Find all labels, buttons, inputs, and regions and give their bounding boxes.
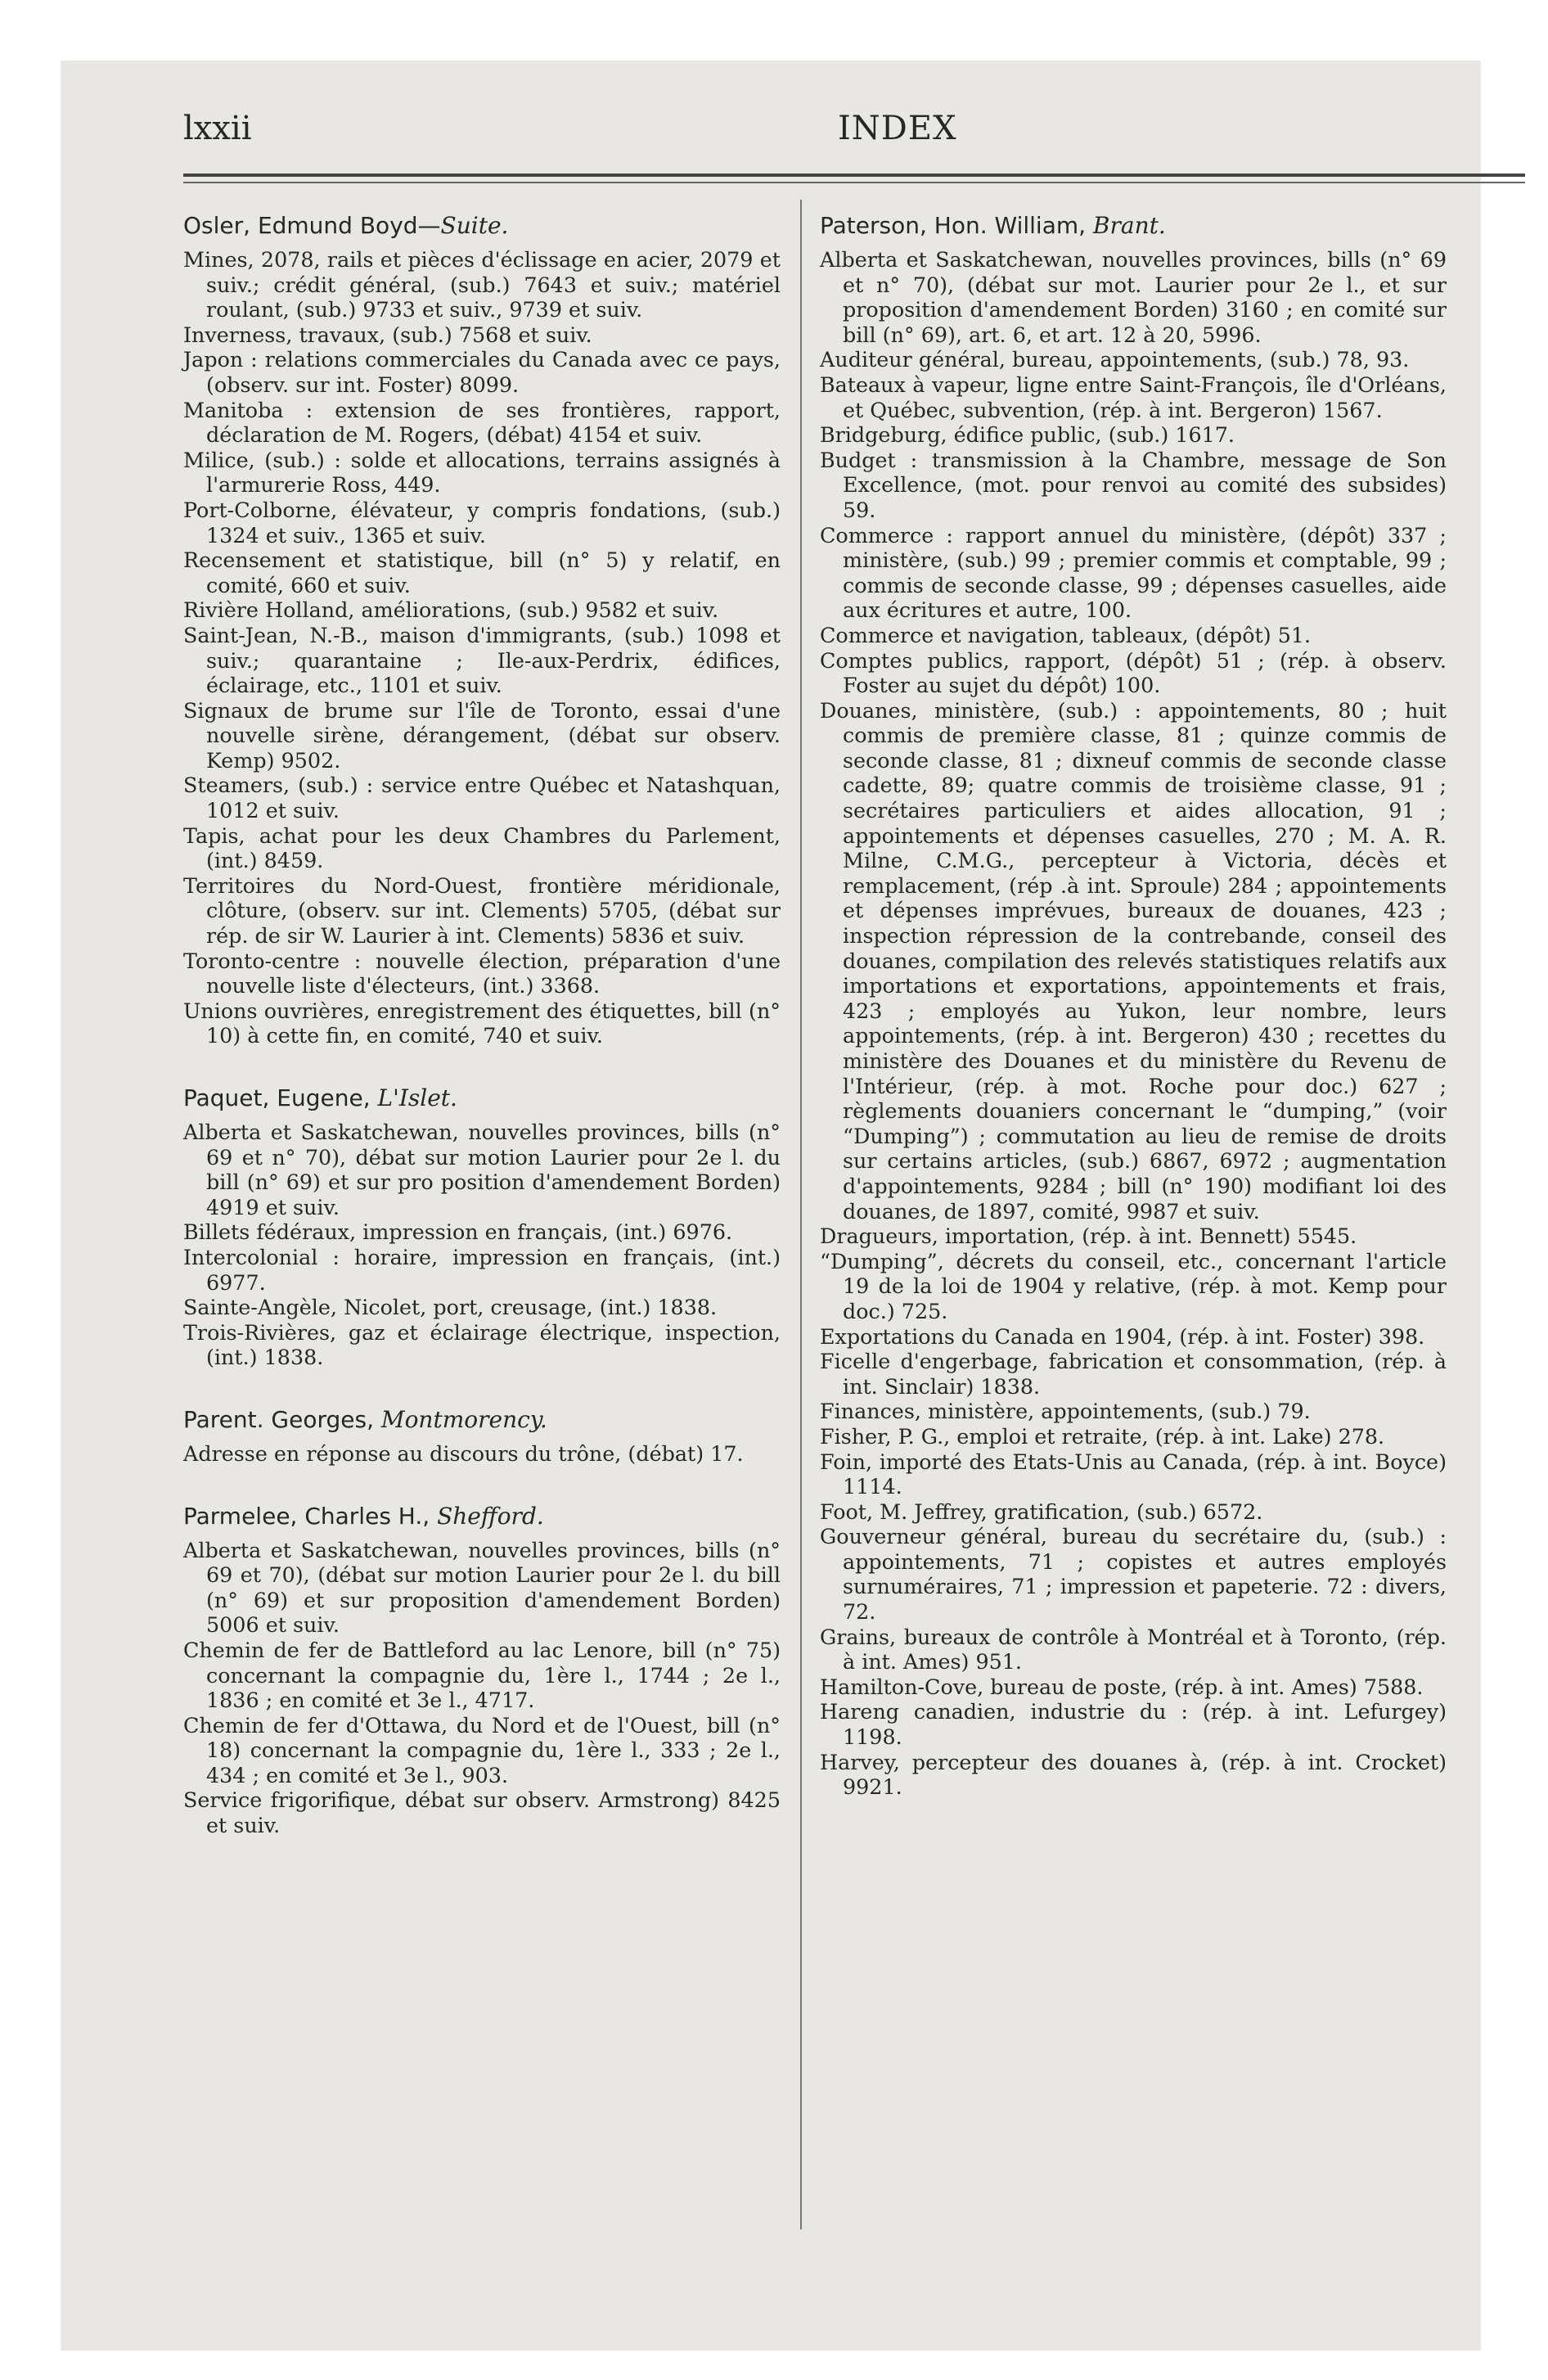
index-entry: Rivière Holland, améliorations, (sub.) 9582 et suiv. [183,597,719,623]
header-rule [183,174,1525,177]
index-entry: Territoires du Nord-Ouest, frontière méridionale, clôture, (observ. sur int. Clements) 5705, (débat sur rép. de sir W. Laurier à int. Clements) 5836 et suiv. [183,872,781,949]
index-person [183,1084,781,1370]
person-heading [183,1084,781,1111]
index-entry: Bridgeburg, édifice public, (sub.) 1617. [820,422,1235,448]
person-heading [820,212,1447,239]
index-entry: Hamilton-Cove, bureau de poste, (rép. à int. Ames) 7588. [820,1674,1424,1699]
person-riding: Suite. [440,212,509,239]
index-entry: Steamers, (sub.) : service entre Québec et Natashquan, 1012 et suiv. [183,773,781,823]
person-heading [183,1406,781,1433]
index-entry: Signaux de brume sur l'île de Toronto, essai d'une nouvelle sirène, dérangement, (débat sur observ. Kemp) 9502. [183,697,781,773]
index-entry: Commerce : rapport annuel du ministère, (dépôt) 337 ; ministère, (sub.) 99 ; premier commis et comptable, 99 ; commis de seconde classe, 99 ; dépenses casuelles, aide aux écritures et autre, 100. [820,522,1447,623]
index-entry: Budget : transmission à la Chambre, message de Son Excellence, (mot. pour renvoi au comité des subsides) 59. [820,447,1447,522]
page-title: INDEX [838,110,957,147]
person-riding: Montmorency. [380,1405,547,1433]
index-person [183,1503,781,1838]
page-header [183,110,1525,159]
index-entry: Toronto-centre : nouvelle élection, préparation d'une nouvelle liste d'électeurs, (int.) 3368. [183,948,781,998]
index-entry: Commerce et navigation, tableaux, (dépôt) 51. [820,622,1312,647]
index-entry: Chemin de fer de Battleford au lac Lenore, bill (n° 75) concernant la compagnie du, 1ère l., 1744 ; 2e l., 1836 ; en comité et 3e l., 4717. [183,1637,781,1713]
index-entry: Auditeur général, bureau, appointements, (sub.) 78, 93. [820,347,1410,372]
right-column [820,212,1447,1836]
index-entry: Ficelle d'engerbage, fabrication et consommation, (rép. à int. Sinclair) 1838. [820,1349,1447,1399]
index-entry: Douanes, ministère, (sub.) : appointements, 80 ; huit commis de première classe, 81 ; quinze commis de seconde classe, 81 ; dixneuf commis de seconde classe cadette, 89; quatre commis de troisième classe, 91 ; secrétaires particuliers et aides allocation, 91 ; appointements et dépenses casuelles, 270 ; M. A. R. Milne, C.M.G., percepteur à Victoria, décès et remplacement, (rép .à int. Sproule) 284 ; appointements et dépenses imprévues, bureaux de douanes, 423 ; inspection répression de la contrebande, conseil des douanes, compilation des relevés statistiques relatifs aux importations et exportations, appointements et frais, 423 ; employés au Yukon, leur nombre, leurs appointements, (rép. à int. Bergeron) 430 ; recettes du ministère des Douanes et du ministère du Revenu de l'Intérieur, (rép. à mot. Roche pour doc.) 627 ; règlements douaniers concernant le “dumping,” (voir “Dumping”) ; commutation au lieu de remise de droits sur certains articles, (sub.) 6867, 6972 ; augmentation d'appointements, 9284 ; bill (n° 190) modifiant loi des douanes, de 1897, comité, 9987 et suiv. [820,697,1447,1224]
index-entry: Harvey, percepteur des douanes à, (rép. à int. Crocket) 9921. [820,1749,1447,1800]
index-entry: Foot, M. Jeffrey, gratification, (sub.) 6572. [820,1499,1263,1524]
index-entry: Chemin de fer d'Ottawa, du Nord et de l'Ouest, bill (n° 18) concernant la compagnie du, 1ère l., 333 ; 2e l., 434 ; en comité et 3e l., 903. [183,1712,781,1787]
index-page [61,61,1481,2351]
person-name: Paquet, Eugene, [183,1084,378,1111]
index-entry: Tapis, achat pour les deux Chambres du Parlement, (int.) 8459. [183,823,781,873]
index-entry: Intercolonial : horaire, impression en français, (int.) 6977. [183,1244,781,1295]
index-person [183,1406,781,1467]
person-heading [183,212,781,239]
person-riding: Brant. [1092,212,1166,239]
index-entry: Milice, (sub.) : solde et allocations, terrains assignés à l'armurerie Ross, 449. [183,447,781,498]
index-entry: Unions ouvrières, enregistrement des étiquettes, bill (n° 10) à cette fin, en comité, 740 et suiv. [183,998,781,1048]
index-person [820,212,1447,1800]
index-entry: Japon : relations commerciales du Canada avec ce pays, (observ. sur int. Foster) 8099. [183,347,781,397]
index-entry: Port-Colborne, élévateur, y compris fondations, (sub.) 1324 et suiv., 1365 et suiv. [183,497,781,548]
index-entry: Service frigorifique, débat sur observ. Armstrong) 8425 et suiv. [183,1787,781,1838]
index-entry: Recensement et statistique, bill (n° 5) y relatif, en comité, 660 et suiv. [183,548,781,597]
index-entry: Adresse en réponse au discours du trône, (débat) 17. [183,1440,744,1466]
index-entry: “Dumping”, décrets du conseil, etc., concernant l'article 19 de la loi de 1904 y relative, (rép. à mot. Kemp pour doc.) 725. [820,1248,1447,1323]
person-name: Osler, Edmund Boyd— [183,212,441,239]
index-entry: Billets fédéraux, impression en français, (int.) 6976. [183,1219,733,1245]
header-rule-thin [183,182,1525,183]
page-number: lxxii [183,110,252,147]
person-riding: L'Islet. [377,1084,457,1111]
index-entry: Comptes publics, rapport, (dépôt) 51 ; (rép. à observ. Foster au sujet du dépôt) 100. [820,647,1447,698]
index-entry: Grains, bureaux de contrôle à Montréal et à Toronto, (rép. à int. Ames) 951. [820,1624,1447,1675]
left-column [183,212,781,1874]
index-entry: Sainte-Angèle, Nicolet, port, creusage, (int.) 1838. [183,1295,718,1320]
index-entry: Saint-Jean, N.-B., maison d'immigrants, (sub.) 1098 et suiv.; quarantaine ; Ile-aux-Perdrix, édifices, éclairage, etc., 1101 et suiv. [183,622,781,698]
index-person [183,212,781,1048]
index-entry: Manitoba : extension de ses frontières, rapport, déclaration de M. Rogers, (débat) 4154 et suiv. [183,397,781,448]
index-entry: Mines, 2078, rails et pièces d'éclissage en acier, 2079 et suiv.; crédit général, (sub.) 7643 et suiv.; matériel roulant, (sub.) 9733 et suiv., 9739 et suiv. [183,247,781,322]
index-entry: Gouverneur général, bureau du secrétaire du, (sub.) : appointements, 71 ; copistes et autres employés surnuméraires, 71 ; impression et papeterie. 72 : divers, 72. [820,1524,1447,1625]
person-name: Parent. Georges, [183,1405,381,1433]
column-divider [800,200,802,2229]
index-entry: Trois-Rivières, gaz et éclairage électrique, inspection, (int.) 1838. [183,1319,781,1370]
index-entry: Foin, importé des Etats-Unis au Canada, (rép. à int. Boyce) 1114. [820,1449,1447,1499]
index-entry: Exportations du Canada en 1904, (rép. à int. Foster) 398. [820,1323,1425,1349]
index-entry: Finances, ministère, appointements, (sub.) 79. [820,1399,1311,1424]
person-name: Paterson, Hon. William, [820,212,1093,239]
index-entry: Alberta et Saskatchewan, nouvelles provinces, bills (n° 69 et n° 70), débat sur motion Laurier pour 2e l. du bill (n° 69) et sur pro position d'amendement Borden) 4919 et suiv. [183,1120,781,1219]
index-entry: Alberta et Saskatchewan, nouvelles provinces, bills (n° 69 et 70), (débat sur motion Laurier pour 2e l. du bill (n° 69) et sur proposition d'amendement Borden) 5006 et suiv. [183,1537,781,1638]
index-entry: Alberta et Saskatchewan, nouvelles provinces, bills (n° 69 et n° 70), (débat sur mot. Laurier pour 2e l., et sur proposition d'amendement Borden) 3160 ; en comité sur bill (n° 69), art. 6, et art. 12 à 20, 5996. [820,247,1447,347]
index-entry: Fisher, P. G., emploi et retraite, (rép. à int. Lake) 278. [820,1423,1385,1449]
index-entry: Dragueurs, importation, (rép. à int. Bennett) 5545. [820,1224,1357,1249]
index-entry: Bateaux à vapeur, ligne entre Saint-François, île d'Orléans, et Québec, subvention, (rép. à int. Bergeron) 1567. [820,372,1447,422]
person-riding: Shefford. [437,1502,544,1530]
index-entry: Hareng canadien, industrie du : (rép. à int. Lefurgey) 1198. [820,1699,1447,1750]
person-name: Parmelee, Charles H., [183,1502,438,1530]
person-heading [183,1503,781,1530]
index-entry: Inverness, travaux, (sub.) 7568 et suiv. [183,322,592,347]
